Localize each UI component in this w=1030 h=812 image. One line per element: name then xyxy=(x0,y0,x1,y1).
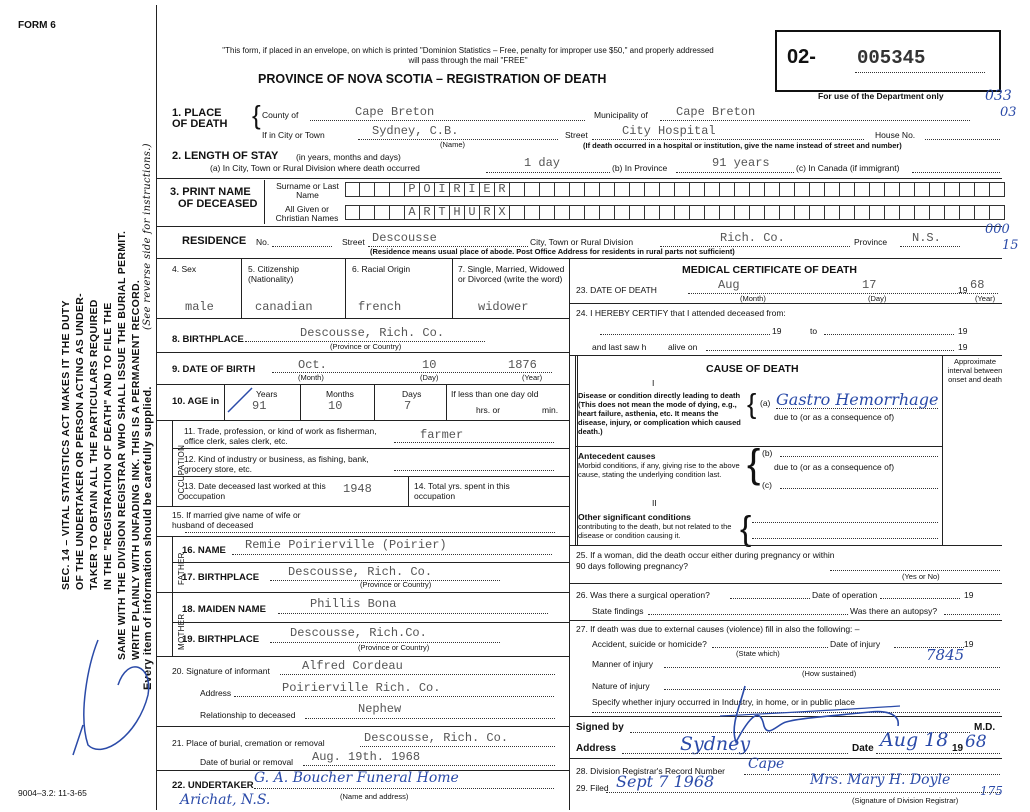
min-label: min. xyxy=(542,405,559,415)
undertaker-value: G. A. Boucher Funeral Home xyxy=(254,770,459,786)
age-years: 91 xyxy=(252,399,267,413)
surname-grid: P O I R I E R xyxy=(345,182,1005,197)
other-label: Other significant conditions xyxy=(578,512,691,522)
certify-label: 24. I HEREBY CERTIFY that I attended deceased from: xyxy=(576,308,786,318)
marital-value: widower xyxy=(478,300,529,314)
stay-label: 2. LENGTH OF STAY xyxy=(172,150,279,162)
informant-sig-label: 20. Signature of informant xyxy=(172,666,270,676)
burial-place-label: 21. Place of burial, cremation or removal xyxy=(172,738,325,748)
father-side: FATHER xyxy=(177,552,186,585)
cause-header: CAUSE OF DEATH xyxy=(706,363,799,375)
last-saw-label: and last saw h xyxy=(592,342,647,352)
operation-year: 19 xyxy=(964,590,974,600)
ink-code: 7845 xyxy=(926,646,965,664)
dod-year: 68 xyxy=(970,278,985,292)
residence-label: RESIDENCE xyxy=(182,235,247,247)
burial-date-label: Date of burial or removal xyxy=(200,757,294,767)
cause-a-value: Gastro Hemorrhage xyxy=(776,390,939,409)
dod-label: 23. DATE OF DEATH xyxy=(576,285,657,295)
form-code: 9004–3.2: 11-3-65 xyxy=(18,788,87,798)
father-birthplace: Descousse, Rich. Co. xyxy=(288,565,433,579)
age-days: 7 xyxy=(404,399,412,413)
dob-day-label: (Day) xyxy=(420,373,439,382)
alive-label: alive on xyxy=(668,342,698,352)
state-findings: State findings xyxy=(592,606,644,616)
informant-address: Poirierville Rich. Co. xyxy=(282,681,441,695)
reg-prefix: 02- xyxy=(787,46,816,68)
dob-day: 10 xyxy=(422,358,437,372)
birthplace-label: 8. BIRTHPLACE xyxy=(172,334,244,345)
mother-birth-label: 19. BIRTHPLACE xyxy=(182,634,260,645)
informant-name: Alfred Cordeau xyxy=(302,659,403,673)
informant-address-label: Address xyxy=(200,688,232,698)
margin-ink-mark xyxy=(58,625,158,765)
external-label: 27. If death was due to external causes (violence) fill in also the following: – xyxy=(576,624,860,634)
spouse-label: 15. If married give name of wife or husband of deceased xyxy=(172,510,301,530)
undertaker-value-2: Arichat, N.S. xyxy=(180,792,271,808)
address-label: Address xyxy=(576,743,617,754)
residence-code-2: 15 xyxy=(1002,238,1019,253)
how-sustained: (How sustained) xyxy=(802,669,857,678)
sex-value: male xyxy=(185,300,214,314)
side-line-4: IN THE "REGISTRATION OF DEATH" AND TO FILE THE xyxy=(102,302,114,590)
city-label: If in City or Town xyxy=(262,130,325,140)
stay-a-value: 1 day xyxy=(524,156,561,170)
given-grid: A R T H U R X xyxy=(345,205,1005,220)
dod-month-label: (Month) xyxy=(740,294,766,303)
years-label: Years xyxy=(256,389,278,399)
woman-label: 25. If a woman, did the death occur either during pregnancy or within 90 days following pregnancy? xyxy=(576,550,835,571)
municipality-label: Municipality of xyxy=(594,110,648,120)
residence-no-label: No. xyxy=(256,237,270,247)
cause-a-label: (a) xyxy=(760,398,771,408)
antecedent-sub: Morbid conditions, if any, giving rise to the above cause, stating the underlying condition last. xyxy=(578,461,740,479)
dob-month-label: (Month) xyxy=(298,373,324,382)
trade-value: farmer xyxy=(420,428,464,442)
side-line-8: (See reverse side for instructions.) xyxy=(142,143,153,330)
hrs-label: hrs. or xyxy=(476,405,501,415)
dept-use: For use of the Department only xyxy=(818,91,944,101)
place-note: (If death occurred in a hospital or institution, give the name instead of street and number) xyxy=(583,141,902,150)
cause-b-label: (b) xyxy=(762,448,773,458)
antecedent-label: Antecedent causes xyxy=(578,451,656,461)
physician-date-year: 68 xyxy=(965,732,987,752)
registrar-sig-sub: (Signature of Division Registrar) xyxy=(852,796,959,805)
physician-date: Aug 18 xyxy=(880,729,949,751)
birthplace-value: Descousse, Rich. Co. xyxy=(300,326,445,340)
manner-label: Manner of injury xyxy=(592,659,653,669)
street-value: City Hospital xyxy=(622,124,716,138)
certify-year-2: 19 xyxy=(958,326,968,336)
autopsy-label: Was there an autopsy? xyxy=(850,606,938,616)
residence-street: Descousse xyxy=(372,231,437,245)
nature-label: Nature of injury xyxy=(592,681,650,691)
certify-year-1: 19 xyxy=(772,326,782,336)
given-label: All Given or Christian Names xyxy=(275,204,339,223)
less-day-label: If less than one day old xyxy=(451,389,539,399)
total-years-label: 14. Total yrs. spent in this occupation xyxy=(414,481,510,501)
relationship-value: Nephew xyxy=(358,702,402,716)
dept-code-2: 03 xyxy=(1000,105,1017,120)
city-value: Sydney, C.B. xyxy=(372,124,459,138)
father-name-label: 16. NAME xyxy=(182,545,226,556)
signed-label: Signed by xyxy=(576,722,624,733)
state-which: (State which) xyxy=(736,649,780,658)
accident-label: Accident, suicide or homicide? xyxy=(592,639,707,649)
age-months: 10 xyxy=(328,399,343,413)
registrar-value: Cape xyxy=(748,756,785,772)
filed-number: 175 xyxy=(980,784,1003,798)
name-label-1: 3. PRINT NAME xyxy=(170,186,251,198)
stay-b-value: 91 years xyxy=(712,156,770,170)
dept-code-1: 033 xyxy=(985,88,1012,104)
alive-year: 19 xyxy=(958,342,968,352)
residence-province: N.S. xyxy=(912,231,941,245)
months-label: Months xyxy=(326,389,354,399)
maiden-label: 18. MAIDEN NAME xyxy=(182,604,266,615)
side-line-7: Every item of information should be carefully supplied. xyxy=(142,386,154,690)
dob-label: 9. DATE OF BIRTH xyxy=(172,364,256,375)
stay-sub: (in years, months and days) xyxy=(296,152,401,162)
form-title: PROVINCE OF NOVA SCOTIA – REGISTRATION OF DEATH xyxy=(258,72,607,86)
last-worked-label: 13. Date deceased last worked at this occupation xyxy=(184,481,326,501)
registrar-label: 28. Division Registrar's Record Number xyxy=(576,766,726,776)
residence-city-label: City, Town or Rural Division xyxy=(530,237,634,247)
county-label: County of xyxy=(262,110,299,120)
side-line-3: TAKER TO OBTAIN ALL THE PARTICULARS REQUIRED xyxy=(88,299,100,590)
injury-year: 19 xyxy=(964,639,974,649)
dod-year-label: (Year) xyxy=(975,294,996,303)
dod-month: Aug xyxy=(718,278,740,292)
racial-value: french xyxy=(358,300,402,314)
street-label: Street xyxy=(565,130,588,140)
mother-birth-sub: (Province or Country) xyxy=(358,643,430,652)
notice-text: "This form, if placed in an envelope, on which is printed "Dominion Statistics – Free, penalty for improper use $50," and properly addressed will pass through the mail "FREE" xyxy=(222,46,714,65)
industry-label: 12. Kind of industry or business, as fishing, bank, grocery store, etc. xyxy=(184,454,369,474)
reg-number: 005345 xyxy=(857,47,926,69)
municipality-value: Cape Breton xyxy=(676,105,756,119)
house-label: House No. xyxy=(875,130,916,140)
form-label: FORM 6 xyxy=(18,20,56,31)
left-frame xyxy=(156,5,157,810)
roman-one: I xyxy=(652,378,655,388)
mother-side: MOTHER xyxy=(177,613,186,650)
operation-date-label: Date of operation xyxy=(812,590,878,600)
days-label: Days xyxy=(402,389,422,399)
specify-label: Specify whether injury occurred in Industry, in home, or in public place xyxy=(592,697,855,707)
stay-b-label: (b) In Province xyxy=(612,163,668,173)
occupation-side: OCCUPATION xyxy=(177,444,186,500)
residence-note: (Residence means usual place of abode. Post Office Address for residents in rural parts not sufficient) xyxy=(370,247,735,256)
dod-day-label: (Day) xyxy=(868,294,887,303)
place-label: 1. PLACE OF DEATH xyxy=(172,107,228,130)
other-sub: contributing to the death, but not related to the disease or condition causing it. xyxy=(578,522,732,540)
county-value: Cape Breton xyxy=(355,105,435,119)
father-birth-label: 17. BIRTHPLACE xyxy=(182,572,260,583)
citizenship-value: canadian xyxy=(255,300,313,314)
father-name: Remie Poirierville (Poirier) xyxy=(245,538,447,552)
dod-day: 17 xyxy=(862,278,877,292)
side-line-2: OF THE UNDERTAKER OR PERSON ACTING AS UNDER- xyxy=(74,293,86,590)
roman-two: II xyxy=(652,498,657,508)
due-to-a: due to (or as a consequence of) xyxy=(774,412,895,422)
burial-date: Aug. 19th. 1968 xyxy=(312,750,421,764)
side-line-5: SAME WITH THE DIVISION REGISTRAR WHO SHALL ISSUE THE BURIAL PERMIT. xyxy=(116,230,128,660)
registration-number-box xyxy=(775,30,1001,92)
filed-signature: Mrs. Mary H. Doyle xyxy=(810,772,951,788)
dod-year-prefix: 19 xyxy=(958,285,968,295)
father-birth-sub: (Province or Country) xyxy=(360,580,432,589)
dob-month: Oct. xyxy=(298,358,327,372)
cause-c-label: (c) xyxy=(762,480,772,490)
name-sublabel: (Name) xyxy=(440,140,466,149)
interval-label: Approximate interval between onset and death xyxy=(947,357,1003,384)
name-label-2: OF DECEASED xyxy=(178,198,258,210)
stay-c-label: (c) In Canada (if immigrant) xyxy=(796,163,900,173)
trade-label: 11. Trade, profession, or kind of work as fisherman, office clerk, sales clerk, etc. xyxy=(184,426,377,446)
age-label: 10. AGE in xyxy=(172,396,220,407)
mother-birthplace: Descousse, Rich.Co. xyxy=(290,626,427,640)
burial-place: Descousse, Rich. Co. xyxy=(364,731,509,745)
residence-province-label: Province xyxy=(854,237,888,247)
due-to-b: due to (or as a consequence of) xyxy=(774,462,895,472)
residence-city: Rich. Co. xyxy=(720,231,785,245)
physician-date-year-prefix: 19 xyxy=(952,743,964,754)
undertaker-label: 22. UNDERTAKER xyxy=(172,780,254,791)
stay-a-label: (a) In City, Town or Rural Division where death occurred xyxy=(210,163,420,173)
side-line-6: WRITE PLAINLY WITH UNFADING INK. THIS IS A PERMANENT RECORD. xyxy=(130,279,142,660)
last-worked-value: 1948 xyxy=(343,482,372,496)
residence-code-1: 000 xyxy=(985,222,1010,237)
physician-address: Sydney xyxy=(680,733,751,755)
undertaker-sub: (Name and address) xyxy=(340,792,409,801)
dob-year-label: (Year) xyxy=(522,373,543,382)
residence-street-label: Street xyxy=(342,237,365,247)
birthplace-sub: (Province or Country) xyxy=(330,342,402,351)
operation-label: 26. Was there a surgical operation? xyxy=(576,590,710,600)
medical-header: MEDICAL CERTIFICATE OF DEATH xyxy=(682,264,857,276)
citizenship-label: 5. Citizenship (Nationality) xyxy=(248,264,300,284)
maiden-value: Phillis Bona xyxy=(310,597,397,611)
filed-label: 29. Filed xyxy=(576,783,609,793)
md-label: M.D. xyxy=(974,722,996,733)
certify-to: to xyxy=(810,326,818,336)
yes-no-label: (Yes or No) xyxy=(902,572,940,581)
racial-label: 6. Racial Origin xyxy=(352,264,411,274)
relationship-label: Relationship to deceased xyxy=(200,710,296,720)
surname-label: Surname or Last Name xyxy=(276,181,339,200)
date-label: Date xyxy=(852,743,874,754)
filed-value: Sept 7 1968 xyxy=(616,772,715,791)
marital-label: 7. Single, Married, Widowed or Divorced (write the word) xyxy=(458,264,565,284)
sex-label: 4. Sex xyxy=(172,264,197,274)
side-line-1: SEC. 14 – VITAL STATISTICS ACT MAKES IT THE DUTY xyxy=(60,300,72,590)
immediate-label: Disease or condition directly leading to death (This does not mean the mode of dying, e.g., heart failure, asthenia, etc. It means the disease, injury, or complication which caused death.) xyxy=(578,391,741,436)
dob-year: 1876 xyxy=(508,358,537,372)
injury-date-label: Date of injury xyxy=(830,639,881,649)
